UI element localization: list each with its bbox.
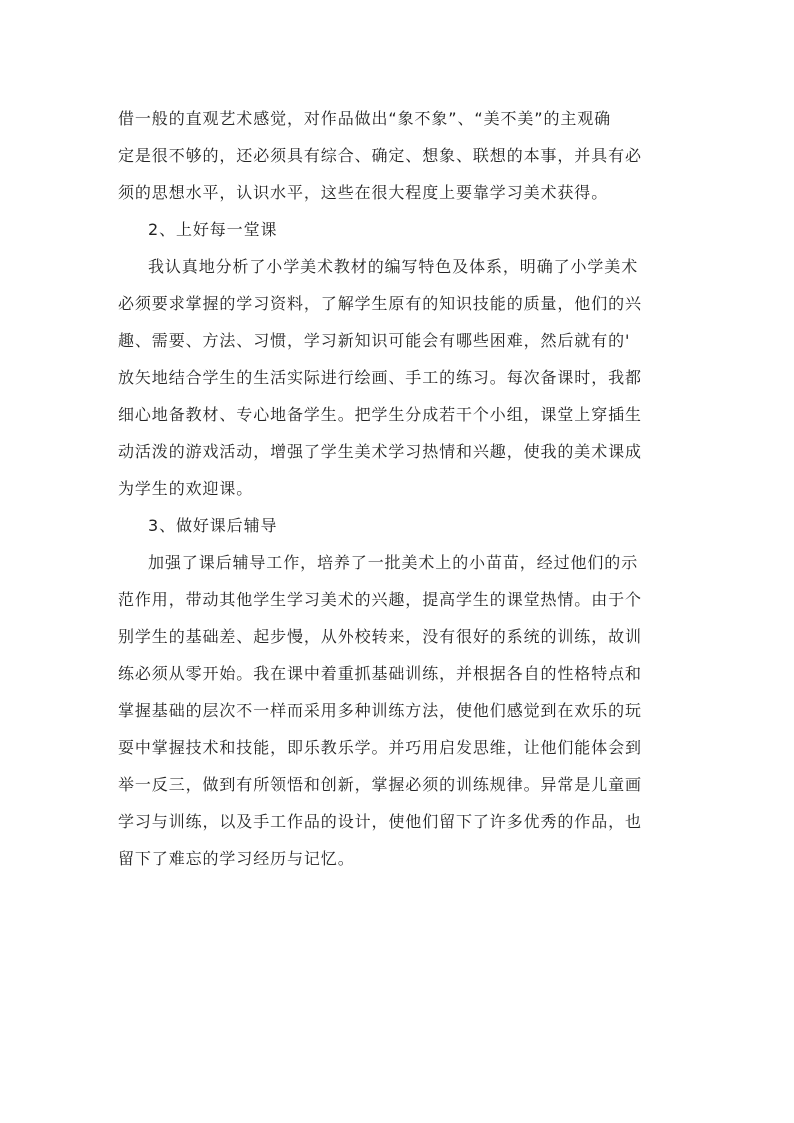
text-line: 耍中掌握技术和技能，即乐教乐学。并巧用启发思维，让他们能体会到: [118, 738, 642, 757]
section-3-paragraph: [118, 544, 676, 877]
text-line: 借一般的直观艺术感觉，对作品做出“象不象”、“美不美”的主观确: [118, 109, 612, 128]
text-line: 别学生的基础差、起步慢，从外校转来，没有很好的系统的训练，故训: [118, 627, 642, 646]
text-line: 掌握基础的层次不一样而采用多种训练方法，使他们感觉到在欢乐的玩: [118, 701, 642, 720]
text-line: 必须要求掌握的学习资料，了解学生原有的知识技能的质量，他们的兴: [118, 294, 642, 313]
section-heading-3: 3、做好课后辅导: [148, 516, 278, 535]
section-2-paragraph: [118, 248, 676, 507]
text-line: 趣、需要、方法、习惯，学习新知识可能会有哪些困难，然后就有的': [118, 331, 631, 350]
text-line: 加强了课后辅导工作，培养了一批美术上的小苗苗，经过他们的示: [148, 553, 639, 572]
text-line: 学习与训练，以及手工作品的设计，使他们留下了许多优秀的作品，也: [118, 812, 642, 831]
document-body: [118, 100, 676, 877]
text-line: 范作用，带动其他学生学习美术的兴趣，提高学生的课堂热情。由于个: [118, 590, 642, 609]
text-line: 放矢地结合学生的生活实际进行绘画、手工的练习。每次备课时，我都: [118, 368, 642, 387]
text-line: 须的思想水平，认识水平，这些在很大程度上要靠学习美术获得。: [118, 183, 609, 202]
intro-paragraph: [118, 100, 676, 211]
text-line: 定是很不够的，还必须具有综合、确定、想象、联想的本事，并具有必: [118, 146, 642, 165]
text-line: 留下了难忘的学习经历与记忆。: [118, 849, 355, 868]
text-line: 细心地备教材、专心地备学生。把学生分成若干个小组，课堂上穿插生: [118, 405, 642, 424]
text-line: 为学生的欢迎课。: [118, 479, 254, 498]
text-line: 举一反三，做到有所领悟和创新，掌握必须的训练规律。异常是儿童画: [118, 775, 642, 794]
text-line: 练必须从零开始。我在课中着重抓基础训练，并根据各自的性格特点和: [118, 664, 642, 683]
text-line: 动活泼的游戏活动，增强了学生美术学习热情和兴趣，使我的美术课成: [118, 442, 642, 461]
text-line: 我认真地分析了小学美术教材的编写特色及体系，明确了小学美术: [148, 257, 639, 276]
section-heading-2: 2、上好每一堂课: [148, 220, 278, 239]
